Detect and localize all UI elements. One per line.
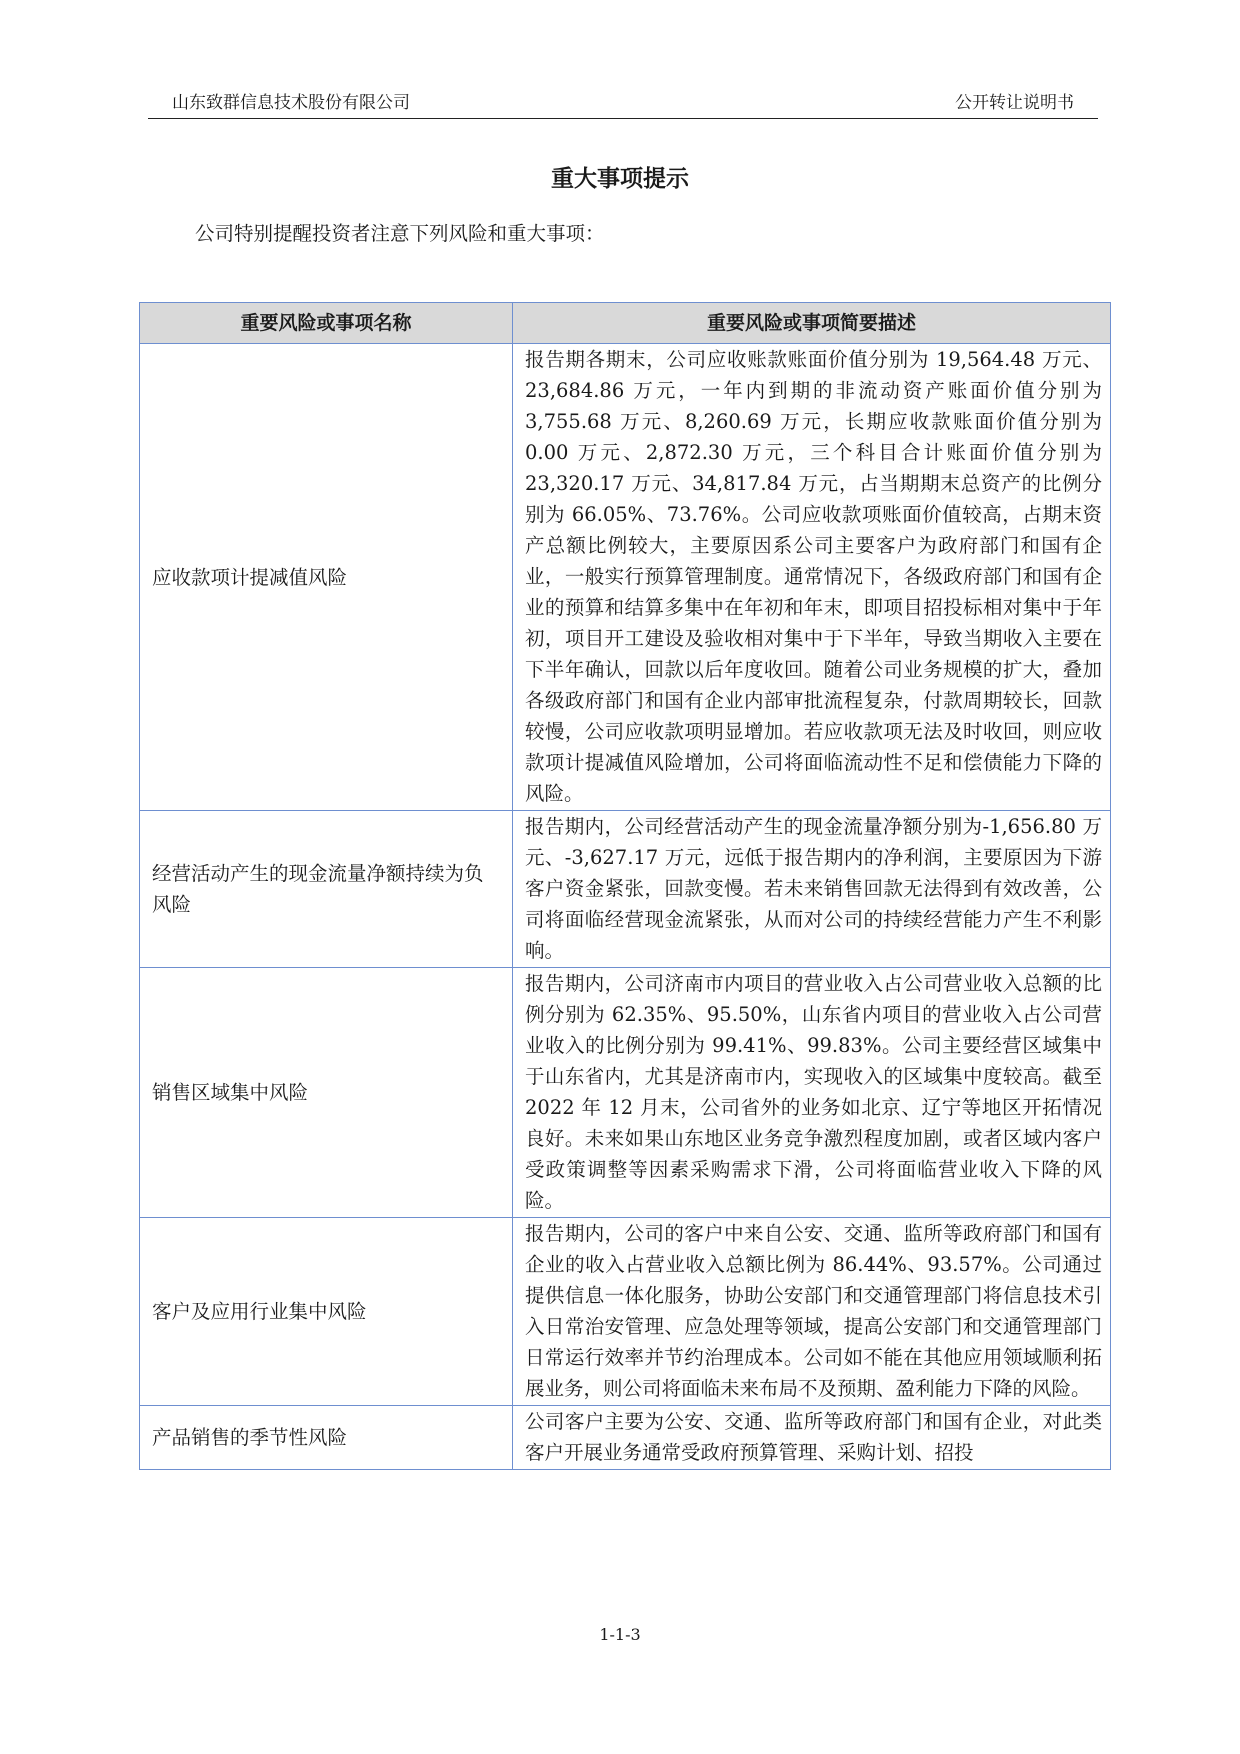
column-header-name: 重要风险或事项名称 — [140, 303, 513, 344]
risk-name: 产品销售的季节性风险 — [140, 1406, 513, 1470]
risk-name: 客户及应用行业集中风险 — [140, 1218, 513, 1406]
risk-description: 公司客户主要为公安、交通、监所等政府部门和国有企业，对此类客户开展业务通常受政府预算管理、采购计划、招投 — [513, 1406, 1111, 1470]
page-title: 重大事项提示 — [551, 166, 689, 192]
table-row — [140, 1218, 1111, 1406]
company-name: 山东致群信息技术股份有限公司 — [172, 93, 410, 113]
page-number: 1-1-3 — [599, 1625, 641, 1644]
table-row — [140, 968, 1111, 1218]
page-header — [148, 88, 1098, 119]
risk-table — [139, 302, 1111, 1470]
column-header-description: 重要风险或事项简要描述 — [513, 303, 1111, 344]
table-row — [140, 344, 1111, 811]
risk-name: 应收款项计提减值风险 — [140, 344, 513, 811]
risk-name: 销售区域集中风险 — [140, 968, 513, 1218]
intro-paragraph: 公司特别提醒投资者注意下列风险和重大事项： — [195, 222, 605, 245]
table-header-row — [140, 303, 1111, 344]
table-row — [140, 811, 1111, 968]
risk-description: 报告期内，公司济南市内项目的营业收入占公司营业收入总额的比例分别为 62.35%、95.50%，山东省内项目的营业收入占公司营业收入的比例分别为 99.41%、99.83%。公司主要经营区域集中于山东省内，尤其是济南市内，实现收入的区域集中度较高。截至 2022 年 12 月末，公司省外的业务如北京、辽宁等地区开拓情况良好。未来如果山东地区业务竞争激烈程度加剧，或者区域内客户受政策调整等因素采购需求下滑，公司将面临营业收入下降的风险。 — [513, 968, 1111, 1218]
document-type: 公开转让说明书 — [955, 93, 1074, 113]
risk-name: 经营活动产生的现金流量净额持续为负风险 — [140, 811, 513, 968]
risk-description: 报告期各期末，公司应收账款账面价值分别为 19,564.48 万元、23,684.86 万元，一年内到期的非流动资产账面价值分别为 3,755.68 万元、8,260.69 万元，长期应收款账面价值分别为 0.00 万元、2,872.30 万元，三个科目合计账面价值分别为 23,320.17 万元、34,817.84 万元，占当期期末总资产的比例分别为 66.05%、73.76%。公司应收款项账面价值较高，占期末资产总额比例较大，主要原因系公司主要客户为政府部门和国有企业，一般实行预算管理制度。通常情况下，各级政府部门和国有企业的预算和结算多集中在年初和年末，即项目招投标相对集中于年初，项目开工建设及验收相对集中于下半年，导致当期收入主要在下半年确认，回款以后年度收回。随着公司业务规模的扩大，叠加各级政府部门和国有企业内部审批流程复杂，付款周期较长，回款较慢，公司应收款项明显增加。若应收款项无法及时收回，则应收款项计提减值风险增加，公司将面临流动性不足和偿债能力下降的风险。 — [513, 344, 1111, 811]
risk-description: 报告期内，公司经营活动产生的现金流量净额分别为-1,656.80 万元、-3,627.17 万元，远低于报告期内的净利润，主要原因为下游客户资金紧张，回款变慢。若未来销售回款无法得到有效改善，公司将面临经营现金流紧张，从而对公司的持续经营能力产生不利影响。 — [513, 811, 1111, 968]
table-row — [140, 1406, 1111, 1470]
risk-description: 报告期内，公司的客户中来自公安、交通、监所等政府部门和国有企业的收入占营业收入总额比例为 86.44%、93.57%。公司通过提供信息一体化服务，协助公安部门和交通管理部门将信息技术引入日常治安管理、应急处理等领域，提高公安部门和交通管理部门日常运行效率并节约治理成本。公司如不能在其他应用领域顺利拓展业务，则公司将面临未来布局不及预期、盈利能力下降的风险。 — [513, 1218, 1111, 1406]
